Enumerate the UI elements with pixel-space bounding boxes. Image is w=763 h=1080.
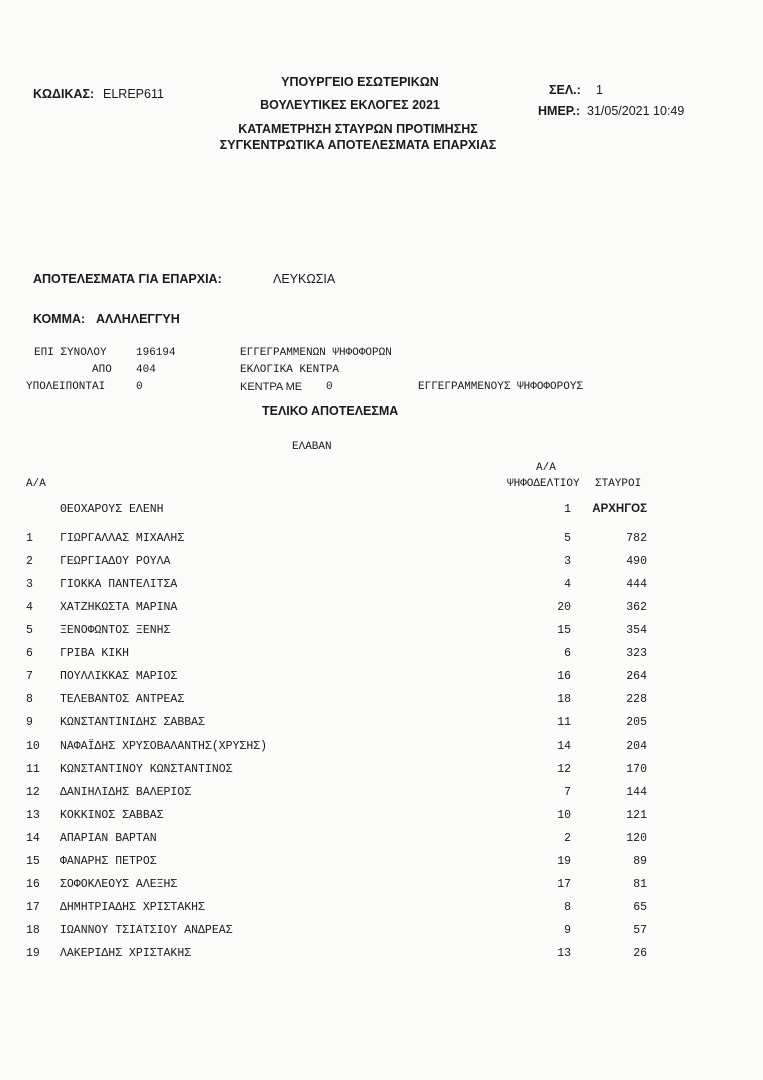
- table-row: [0, 878, 763, 898]
- vote-count: 170: [626, 762, 647, 776]
- ballot-number: 17: [557, 877, 571, 891]
- vote-count: 121: [626, 808, 647, 822]
- row-index: 15: [26, 854, 40, 868]
- vote-count: 81: [633, 877, 647, 891]
- candidate-name: ΚΩΝΣΤΑΝΤΙΝΟΥ ΚΩΝΣΤΑΝΤΙΝΟΣ: [60, 762, 233, 776]
- candidate-name: ΛΑΚΕΡΙΔΗΣ ΧΡΙΣΤΑΚΗΣ: [60, 946, 192, 960]
- table-row: [0, 740, 763, 760]
- row-index: 11: [26, 762, 40, 776]
- vote-count: 57: [633, 923, 647, 937]
- candidate-name: ΚΟΚΚΙΝΟΣ ΣΑΒΒΑΣ: [60, 808, 164, 822]
- candidate-name: ΤΕΛΕΒΑΝΤΟΣ ΑΝΤΡΕΑΣ: [60, 693, 185, 707]
- ballot-number: 16: [557, 670, 571, 684]
- vote-count: 354: [626, 624, 647, 638]
- remaining-label: ΥΠΟΛΕΙΠΟΝΤΑΙ: [26, 381, 106, 393]
- vote-count: 89: [633, 854, 647, 868]
- ballot-number: 14: [557, 739, 571, 753]
- table-row: [0, 532, 763, 552]
- candidate-name: ΝΑΦΑΪΔΗΣ ΧΡΥΣΟΒΑΛΑΝΤΗΣ(ΧΡΥΣΗΣ): [60, 739, 268, 753]
- date-label: ΗΜΕΡ.:: [538, 104, 581, 118]
- col-ballot-header: ΨΗΦΟΔΕΛΤΙΟΥ: [507, 478, 580, 490]
- ballot-number: 18: [557, 693, 571, 707]
- ballot-number: 3: [564, 555, 571, 568]
- election-title: ΒΟΥΛΕΥΤΙΚΕΣ ΕΚΛΟΓΕΣ 2021: [260, 98, 440, 112]
- ballot-number: 19: [557, 854, 571, 868]
- table-row: [0, 809, 763, 829]
- page-number: 1: [596, 83, 603, 97]
- vote-count: 490: [626, 555, 647, 568]
- row-index: 8: [26, 693, 33, 707]
- row-index: 9: [26, 716, 33, 730]
- final-result-heading: ΤΕΛΙΚΟ ΑΠΟΤΕΛΕΣΜΑ: [262, 404, 399, 418]
- table-row: [0, 647, 763, 667]
- candidate-name: ΙΩΑΝΝΟΥ ΤΣΙΑΤΣΙΟΥ ΑΝΔΡΕΑΣ: [60, 923, 233, 937]
- total-desc: ΕΓΓΕΓΡΑΜΜΕΝΩΝ ΨΗΦΟΦΟΡΩΝ: [240, 347, 392, 359]
- ballot-number: 9: [564, 923, 571, 937]
- leader-row: [0, 503, 763, 523]
- table-row: [0, 716, 763, 736]
- row-index: 6: [26, 647, 33, 661]
- district-value: ΛΕΥΚΩΣΙΑ: [273, 272, 336, 286]
- vote-count: 65: [633, 900, 647, 914]
- row-index: 12: [26, 785, 40, 799]
- party-value: ΑΛΛΗΛΕΓΓΥΗ: [96, 312, 180, 326]
- row-index: 19: [26, 946, 40, 960]
- row-index: 16: [26, 877, 40, 891]
- vote-count: 205: [626, 716, 647, 730]
- col-ballot-header-top: Α/Α: [536, 462, 556, 474]
- district-label: ΑΠΟΤΕΛΕΣΜΑΤΑ ΓΙΑ ΕΠΑΡΧΙΑ:: [33, 272, 222, 286]
- table-row: [0, 693, 763, 713]
- table-row: [0, 601, 763, 621]
- code-label: ΚΩΔΙΚΑΣ:: [33, 87, 95, 101]
- ballot-number: 2: [564, 831, 571, 845]
- table-row: [0, 555, 763, 575]
- leader-ballot: 1: [564, 503, 571, 516]
- total-label: ΕΠΙ ΣΥΝΟΛΟΥ: [34, 347, 107, 359]
- table-row: [0, 624, 763, 644]
- col-votes-header: ΣΤΑΥΡΟΙ: [595, 478, 642, 490]
- candidate-name: ΠΟΥΛΛΙΚΚΑΣ ΜΑΡΙΟΣ: [60, 670, 178, 684]
- centers-label: ΚΕΝΤΡΑ ΜΕ: [240, 381, 303, 393]
- row-index: 7: [26, 670, 33, 684]
- ballot-number: 7: [564, 785, 571, 799]
- table-row: [0, 855, 763, 875]
- table-row: [0, 924, 763, 944]
- row-index: 10: [26, 739, 40, 753]
- ballot-number: 12: [557, 762, 571, 776]
- table-row: [0, 578, 763, 598]
- page-label: ΣΕΛ.:: [549, 83, 581, 97]
- ballot-number: 6: [564, 647, 571, 661]
- from-desc: ΕΚΛΟΓΙΚΑ ΚΕΝΤΡΑ: [240, 364, 340, 376]
- total-value: 196194: [136, 347, 176, 359]
- ballot-number: 15: [557, 624, 571, 638]
- from-label: ΑΠΟ: [92, 364, 112, 376]
- col-index-header: Α/Α: [26, 478, 46, 490]
- vote-count: 444: [626, 578, 647, 592]
- candidate-name: ΣΟΦΟΚΛΕΟΥΣ ΑΛΕΞΗΣ: [60, 877, 178, 891]
- ministry-title: ΥΠΟΥΡΓΕΙΟ ΕΣΩΤΕΡΙΚΩΝ: [281, 75, 439, 89]
- table-row: [0, 947, 763, 967]
- report-subtitle: ΣΥΓΚΕΝΤΡΩΤΙΚΑ ΑΠΟΤΕΛΕΣΜΑΤΑ ΕΠΑΡΧΙΑΣ: [219, 138, 497, 152]
- centers-value: 0: [326, 381, 333, 393]
- vote-count: 362: [626, 601, 647, 615]
- row-index: 3: [26, 578, 33, 592]
- vote-count: 204: [626, 739, 647, 753]
- ballot-number: 20: [557, 601, 571, 615]
- table-row: [0, 670, 763, 690]
- candidate-name: ΧΑΤΖΗΚΩΣΤΑ ΜΑΡΙΝΑ: [60, 601, 178, 615]
- leader-name: ΘΕΟΧΑΡΟΥΣ ΕΛΕΝΗ: [60, 503, 164, 516]
- vote-count: 323: [626, 647, 647, 661]
- candidate-name: ΚΩΝΣΤΑΝΤΙΝΙΔΗΣ ΣΑΒΒΑΣ: [60, 716, 205, 730]
- row-index: 18: [26, 923, 40, 937]
- row-index: 14: [26, 831, 40, 845]
- ballot-number: 8: [564, 900, 571, 914]
- row-index: 2: [26, 555, 33, 568]
- ballot-number: 13: [557, 946, 571, 960]
- candidate-name: ΦΑΝΑΡΗΣ ΠΕΤΡΟΣ: [60, 854, 157, 868]
- received-heading: ΕΛΑΒΑΝ: [292, 441, 332, 453]
- candidate-name: ΑΠΑΡΙΑΝ ΒΑΡΤΑΝ: [60, 831, 157, 845]
- leader-badge: ΑΡΧΗΓΟΣ: [592, 503, 647, 515]
- vote-count: 264: [626, 670, 647, 684]
- code-value: ELREP611: [103, 87, 164, 101]
- row-index: 5: [26, 624, 33, 638]
- party-label: ΚΟΜΜΑ:: [33, 312, 86, 326]
- report-title: ΚΑΤΑΜΕΤΡΗΣΗ ΣΤΑΥΡΩΝ ΠΡΟΤΙΜΗΣΗΣ: [238, 122, 478, 136]
- candidate-name: ΞΕΝΟΦΩΝΤΟΣ ΞΕΝΗΣ: [60, 624, 171, 638]
- candidate-name: ΔΗΜΗΤΡΙΑΔΗΣ ΧΡΙΣΤΑΚΗΣ: [60, 900, 205, 914]
- candidate-name: ΓΕΩΡΓΙΑΔΟΥ ΡΟΥΛΑ: [60, 555, 171, 568]
- remaining-value: 0: [136, 381, 143, 393]
- from-value: 404: [136, 364, 156, 376]
- vote-count: 144: [626, 785, 647, 799]
- vote-count: 26: [633, 946, 647, 960]
- candidate-name: ΔΑΝΙΗΛΙΔΗΣ ΒΑΛΕΡΙΟΣ: [60, 785, 192, 799]
- candidate-name: ΓΡΙΒΑ ΚΙΚΗ: [60, 647, 130, 661]
- candidate-name: ΓΙΟΚΚΑ ΠΑΝΤΕΛΙΤΣΑ: [60, 578, 178, 592]
- ballot-number: 10: [557, 808, 571, 822]
- row-index: 13: [26, 808, 40, 822]
- table-row: [0, 763, 763, 783]
- ballot-number: 5: [564, 532, 571, 545]
- centers-desc: ΕΓΓΕΓΡΑΜΜΕΝΟΥΣ ΨΗΦΟΦΟΡΟΥΣ: [418, 381, 584, 393]
- table-row: [0, 786, 763, 806]
- ballot-number: 11: [557, 716, 571, 730]
- row-index: 1: [26, 532, 33, 545]
- row-index: 17: [26, 900, 40, 914]
- date-value: 31/05/2021 10:49: [587, 104, 685, 118]
- vote-count: 782: [626, 532, 647, 545]
- row-index: 4: [26, 601, 33, 615]
- table-row: [0, 901, 763, 921]
- table-row: [0, 832, 763, 852]
- vote-count: 120: [626, 831, 647, 845]
- ballot-number: 4: [564, 578, 571, 592]
- candidate-name: ΓΙΩΡΓΑΛΛΑΣ ΜΙΧΑΛΗΣ: [60, 532, 185, 545]
- vote-count: 228: [626, 693, 647, 707]
